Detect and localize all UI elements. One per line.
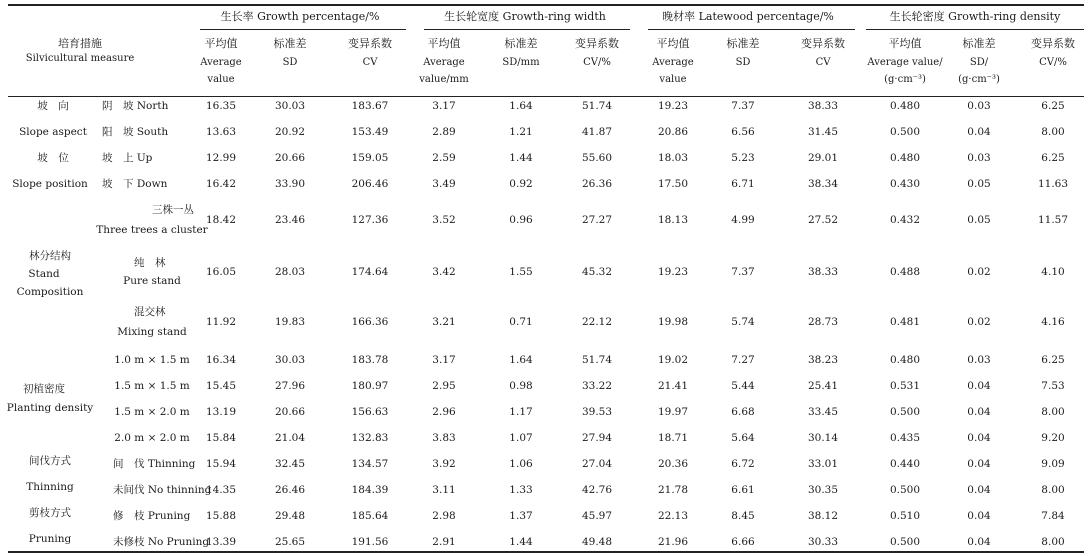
table-cell: 153.49 — [351, 126, 389, 138]
table-cell: 45.32 — [581, 266, 613, 278]
table-cell: 0.04 — [967, 126, 991, 138]
table-cell: 0.05 — [967, 178, 991, 190]
table-cell: 27.27 — [581, 214, 613, 226]
table-cell: 0.04 — [967, 406, 991, 418]
column-header: 变异系数 — [575, 37, 619, 50]
table-cell: 13.39 — [205, 536, 237, 548]
table-cell: 3.42 — [432, 266, 456, 278]
table-cell: 0.02 — [967, 266, 991, 278]
table-cell: 20.86 — [657, 126, 689, 138]
category-label: Slope aspect — [19, 126, 87, 138]
table-cell: 49.48 — [581, 536, 613, 548]
table-cell: 7.53 — [1041, 380, 1065, 392]
column-header: 标准差 — [726, 37, 760, 50]
table-cell: 0.488 — [889, 266, 921, 278]
table-cell: 6.56 — [731, 126, 755, 138]
column-header: SD/ — [969, 57, 989, 68]
table-cell: 30.03 — [274, 100, 306, 112]
table-cell: 28.73 — [807, 316, 839, 328]
table-cell: 28.03 — [274, 266, 306, 278]
table-cell: 0.500 — [889, 484, 921, 496]
table-cell: 7.37 — [731, 266, 755, 278]
table-cell: 2.96 — [432, 406, 456, 418]
table-cell: 16.42 — [205, 178, 237, 190]
table-cell: 19.23 — [657, 266, 689, 278]
table-cell: 27.94 — [581, 432, 613, 444]
table-cell: 22.13 — [657, 510, 689, 522]
table-cell: 30.14 — [807, 432, 839, 444]
table-cell: 180.97 — [351, 380, 389, 392]
table-cell: 18.03 — [657, 152, 689, 164]
table-cell: 29.48 — [274, 510, 306, 522]
table-cell: 30.03 — [274, 354, 306, 366]
group-header: 生长轮密度 Growth-ring density — [889, 10, 1061, 23]
table-cell: 27.04 — [581, 458, 613, 470]
level-label: 未间伐 No thinning — [113, 484, 212, 496]
table-cell: 33.90 — [274, 178, 306, 190]
table-cell: 0.480 — [889, 100, 921, 112]
table-cell: 0.04 — [967, 536, 991, 548]
column-header: (g·cm⁻³) — [884, 74, 926, 85]
table-cell: 0.96 — [509, 214, 533, 226]
table-cell: 0.04 — [967, 510, 991, 522]
table-cell: 39.53 — [581, 406, 613, 418]
table-cell: 8.00 — [1041, 484, 1065, 496]
table-cell: 1.17 — [509, 406, 533, 418]
category-label: Stand — [28, 268, 60, 280]
column-header: 平均值 — [204, 37, 238, 50]
table-cell: 2.98 — [432, 510, 456, 522]
category-label: Pruning — [28, 533, 72, 545]
table-cell: 0.04 — [967, 484, 991, 496]
table-cell: 38.23 — [807, 354, 839, 366]
table-cell: 3.21 — [432, 316, 456, 328]
table-cell: 3.17 — [432, 354, 456, 366]
group-underline — [424, 29, 630, 30]
table-cell: 4.16 — [1041, 316, 1065, 328]
level-label: 1.5 m × 2.0 m — [114, 406, 190, 418]
header-bottom-rule — [8, 96, 1084, 97]
category-label: Thinning — [26, 481, 74, 493]
table-top-rule — [8, 4, 1084, 6]
level-label: 三株一丛 — [152, 204, 194, 216]
table-cell: 32.45 — [274, 458, 306, 470]
column-header: value — [207, 74, 235, 85]
category-label: 林分结构 — [29, 250, 71, 262]
table-cell: 3.17 — [432, 100, 456, 112]
table-cell: 0.04 — [967, 458, 991, 470]
table-cell: 45.97 — [581, 510, 613, 522]
column-header: 变异系数 — [801, 37, 845, 50]
table-cell: 26.36 — [581, 178, 613, 190]
table-cell: 20.92 — [274, 126, 306, 138]
measure-header-cn: 培育措施 — [58, 37, 102, 50]
table-cell: 33.01 — [807, 458, 839, 470]
table-cell: 19.98 — [657, 316, 689, 328]
table-cell: 6.25 — [1041, 100, 1065, 112]
table-cell: 2.91 — [432, 536, 456, 548]
table-cell: 191.56 — [351, 536, 389, 548]
table-cell: 23.46 — [274, 214, 306, 226]
table-cell: 0.531 — [889, 380, 921, 392]
column-header: 平均值 — [656, 37, 690, 50]
table-cell: 6.25 — [1041, 354, 1065, 366]
table-cell: 0.500 — [889, 406, 921, 418]
category-label: 剪枝方式 — [29, 507, 71, 519]
table-cell: 0.500 — [889, 536, 921, 548]
table-cell: 15.45 — [205, 380, 237, 392]
category-label: 坡 向 — [37, 100, 69, 112]
column-header: SD — [735, 57, 751, 68]
column-header: 变异系数 — [348, 37, 392, 50]
table-cell: 9.09 — [1041, 458, 1065, 470]
table-cell: 16.34 — [205, 354, 237, 366]
table-cell: 30.33 — [807, 536, 839, 548]
table-cell: 25.41 — [807, 380, 839, 392]
column-header: 平均值 — [888, 37, 922, 50]
table-cell: 0.510 — [889, 510, 921, 522]
table-cell: 1.37 — [509, 510, 533, 522]
table-cell: 2.59 — [432, 152, 456, 164]
table-cell: 13.63 — [205, 126, 237, 138]
level-label: 1.0 m × 1.5 m — [114, 354, 190, 366]
table-cell: 31.45 — [807, 126, 839, 138]
table-cell: 11.92 — [205, 316, 237, 328]
level-label: Pure stand — [123, 275, 181, 287]
level-label: 坡 下 Down — [102, 178, 168, 190]
table-cell: 11.57 — [1037, 214, 1069, 226]
level-label: 1.5 m × 1.5 m — [114, 380, 190, 392]
table-cell: 6.25 — [1041, 152, 1065, 164]
table-cell: 22.12 — [581, 316, 613, 328]
table-cell: 0.430 — [889, 178, 921, 190]
table-cell: 55.60 — [581, 152, 613, 164]
table-cell: 5.23 — [731, 152, 755, 164]
table-cell: 6.72 — [731, 458, 755, 470]
table-cell: 1.64 — [509, 100, 533, 112]
table-cell: 20.36 — [657, 458, 689, 470]
table-cell: 1.44 — [509, 152, 533, 164]
table-cell: 0.03 — [967, 100, 991, 112]
column-header: Average — [200, 57, 242, 68]
table-cell: 0.03 — [967, 152, 991, 164]
table-cell: 0.02 — [967, 316, 991, 328]
measure-header-en: Silvicultural measure — [25, 53, 135, 64]
table-cell: 1.44 — [509, 536, 533, 548]
table-cell: 0.71 — [509, 316, 533, 328]
table-cell: 1.07 — [509, 432, 533, 444]
group-header: 生长轮宽度 Growth-ring width — [444, 10, 606, 23]
table-cell: 51.74 — [581, 354, 613, 366]
table-cell: 17.50 — [657, 178, 689, 190]
column-header: value/mm — [419, 74, 469, 85]
table-cell: 12.99 — [205, 152, 237, 164]
column-header: CV/% — [583, 57, 611, 68]
table-cell: 0.480 — [889, 152, 921, 164]
table-cell: 13.19 — [205, 406, 237, 418]
table-cell: 19.97 — [657, 406, 689, 418]
column-header: value — [659, 74, 687, 85]
table-cell: 16.35 — [205, 100, 237, 112]
table-cell: 38.12 — [807, 510, 839, 522]
table-cell: 3.83 — [432, 432, 456, 444]
column-header: 标准差 — [273, 37, 307, 50]
table-cell: 8.00 — [1041, 126, 1065, 138]
table-cell: 8.00 — [1041, 536, 1065, 548]
table-cell: 5.64 — [731, 432, 755, 444]
table-cell: 27.96 — [274, 380, 306, 392]
group-underline — [866, 29, 1084, 30]
table-cell: 0.04 — [967, 432, 991, 444]
category-label: Composition — [16, 286, 84, 298]
table-cell: 7.37 — [731, 100, 755, 112]
level-label: 2.0 m × 2.0 m — [114, 432, 190, 444]
table-cell: 38.33 — [807, 266, 839, 278]
table-cell: 134.57 — [351, 458, 389, 470]
table-cell: 166.36 — [351, 316, 389, 328]
category-label: 间伐方式 — [29, 455, 71, 467]
column-header: CV/% — [1039, 57, 1067, 68]
table-cell: 2.89 — [432, 126, 456, 138]
table-cell: 156.63 — [351, 406, 389, 418]
table-cell: 38.34 — [807, 178, 839, 190]
table-cell: 0.435 — [889, 432, 921, 444]
column-header: 标准差 — [504, 37, 538, 50]
category-label: 坡 位 — [37, 152, 69, 164]
table-cell: 0.480 — [889, 354, 921, 366]
column-header: 平均值 — [427, 37, 461, 50]
table-cell: 3.49 — [432, 178, 456, 190]
table-cell: 4.10 — [1041, 266, 1065, 278]
table-cell: 19.83 — [274, 316, 306, 328]
table-cell: 1.06 — [509, 458, 533, 470]
table-cell: 33.45 — [807, 406, 839, 418]
table-cell: 0.440 — [889, 458, 921, 470]
category-label: Planting density — [6, 402, 94, 414]
table-cell: 0.500 — [889, 126, 921, 138]
level-label: 纯 林 — [134, 257, 166, 269]
table-cell: 185.64 — [351, 510, 389, 522]
group-header: 生长率 Growth percentage/% — [220, 10, 380, 23]
table-cell: 127.36 — [351, 214, 389, 226]
table-cell: 8.00 — [1041, 406, 1065, 418]
table-cell: 4.99 — [731, 214, 755, 226]
table-cell: 18.13 — [657, 214, 689, 226]
level-label: 间 伐 Thinning — [113, 458, 196, 470]
table-cell: 18.71 — [657, 432, 689, 444]
column-header: SD — [282, 57, 298, 68]
level-label: 坡 上 Up — [102, 152, 153, 164]
table-cell: 21.41 — [657, 380, 689, 392]
column-header: Average — [423, 57, 465, 68]
table-cell: 3.11 — [432, 484, 456, 496]
table-cell: 1.64 — [509, 354, 533, 366]
table-cell: 19.23 — [657, 100, 689, 112]
level-label: 修 枝 Pruning — [113, 510, 191, 522]
table-cell: 1.33 — [509, 484, 533, 496]
column-header: (g·cm⁻³) — [958, 74, 1000, 85]
column-header: 标准差 — [962, 37, 996, 50]
level-label: 混交林 — [134, 306, 166, 318]
table-cell: 0.92 — [509, 178, 533, 190]
column-header: CV — [362, 57, 378, 68]
level-label: 未修枝 No Pruning — [113, 536, 210, 548]
table-cell: 6.68 — [731, 406, 755, 418]
group-underline — [200, 29, 406, 30]
column-header: SD/mm — [502, 57, 540, 68]
level-label: 阳 坡 South — [102, 126, 169, 138]
level-label: Three trees a cluster — [96, 224, 208, 236]
column-header: 变异系数 — [1031, 37, 1075, 50]
table-cell: 159.05 — [351, 152, 389, 164]
table-cell: 0.432 — [889, 214, 921, 226]
table-cell: 1.55 — [509, 266, 533, 278]
table-cell: 6.66 — [731, 536, 755, 548]
table-cell: 183.67 — [351, 100, 389, 112]
table-bottom-rule — [8, 551, 1084, 553]
table-cell: 25.65 — [274, 536, 306, 548]
table-cell: 3.92 — [432, 458, 456, 470]
table-cell: 184.39 — [351, 484, 389, 496]
table-cell: 0.98 — [509, 380, 533, 392]
table-cell: 6.61 — [731, 484, 755, 496]
table-cell: 15.84 — [205, 432, 237, 444]
table-cell: 41.87 — [581, 126, 613, 138]
table-cell: 6.71 — [731, 178, 755, 190]
table-cell: 0.481 — [889, 316, 921, 328]
table-cell: 21.78 — [657, 484, 689, 496]
table-cell: 132.83 — [351, 432, 389, 444]
table-cell: 14.35 — [205, 484, 237, 496]
table-cell: 0.03 — [967, 354, 991, 366]
level-label: Mixing stand — [117, 326, 187, 338]
table-cell: 3.52 — [432, 214, 456, 226]
table-cell: 21.96 — [657, 536, 689, 548]
group-underline — [648, 29, 855, 30]
table-cell: 20.66 — [274, 406, 306, 418]
table-cell: 16.05 — [205, 266, 237, 278]
table-cell: 8.45 — [731, 510, 755, 522]
level-label: 阴 坡 North — [102, 100, 169, 112]
column-header: Average — [652, 57, 694, 68]
table-cell: 15.88 — [205, 510, 237, 522]
table-cell: 51.74 — [581, 100, 613, 112]
table-cell: 0.04 — [967, 380, 991, 392]
group-header: 晚材率 Latewood percentage/% — [662, 10, 834, 23]
table-cell: 42.76 — [581, 484, 613, 496]
table-cell: 33.22 — [581, 380, 613, 392]
table-cell: 206.46 — [351, 178, 389, 190]
category-label: 初植密度 — [23, 383, 65, 395]
table-cell: 27.52 — [807, 214, 839, 226]
table-cell: 26.46 — [274, 484, 306, 496]
table-cell: 21.04 — [274, 432, 306, 444]
table-cell: 174.64 — [351, 266, 389, 278]
table-cell: 15.94 — [205, 458, 237, 470]
category-label: Slope position — [12, 178, 88, 190]
column-header: Average value/ — [867, 57, 943, 68]
table-cell: 2.95 — [432, 380, 456, 392]
table-cell: 5.74 — [731, 316, 755, 328]
table-cell: 30.35 — [807, 484, 839, 496]
table-cell: 7.27 — [731, 354, 755, 366]
table-cell: 19.02 — [657, 354, 689, 366]
table-cell: 18.42 — [205, 214, 237, 226]
table-cell: 5.44 — [731, 380, 755, 392]
table-cell: 38.33 — [807, 100, 839, 112]
column-header: CV — [815, 57, 831, 68]
table-cell: 11.63 — [1037, 178, 1069, 190]
table-cell: 20.66 — [274, 152, 306, 164]
table-cell: 183.78 — [351, 354, 389, 366]
table-cell: 1.21 — [509, 126, 533, 138]
table-cell: 9.20 — [1041, 432, 1065, 444]
table-cell: 29.01 — [807, 152, 839, 164]
table-cell: 7.84 — [1041, 510, 1065, 522]
table-cell: 0.05 — [967, 214, 991, 226]
